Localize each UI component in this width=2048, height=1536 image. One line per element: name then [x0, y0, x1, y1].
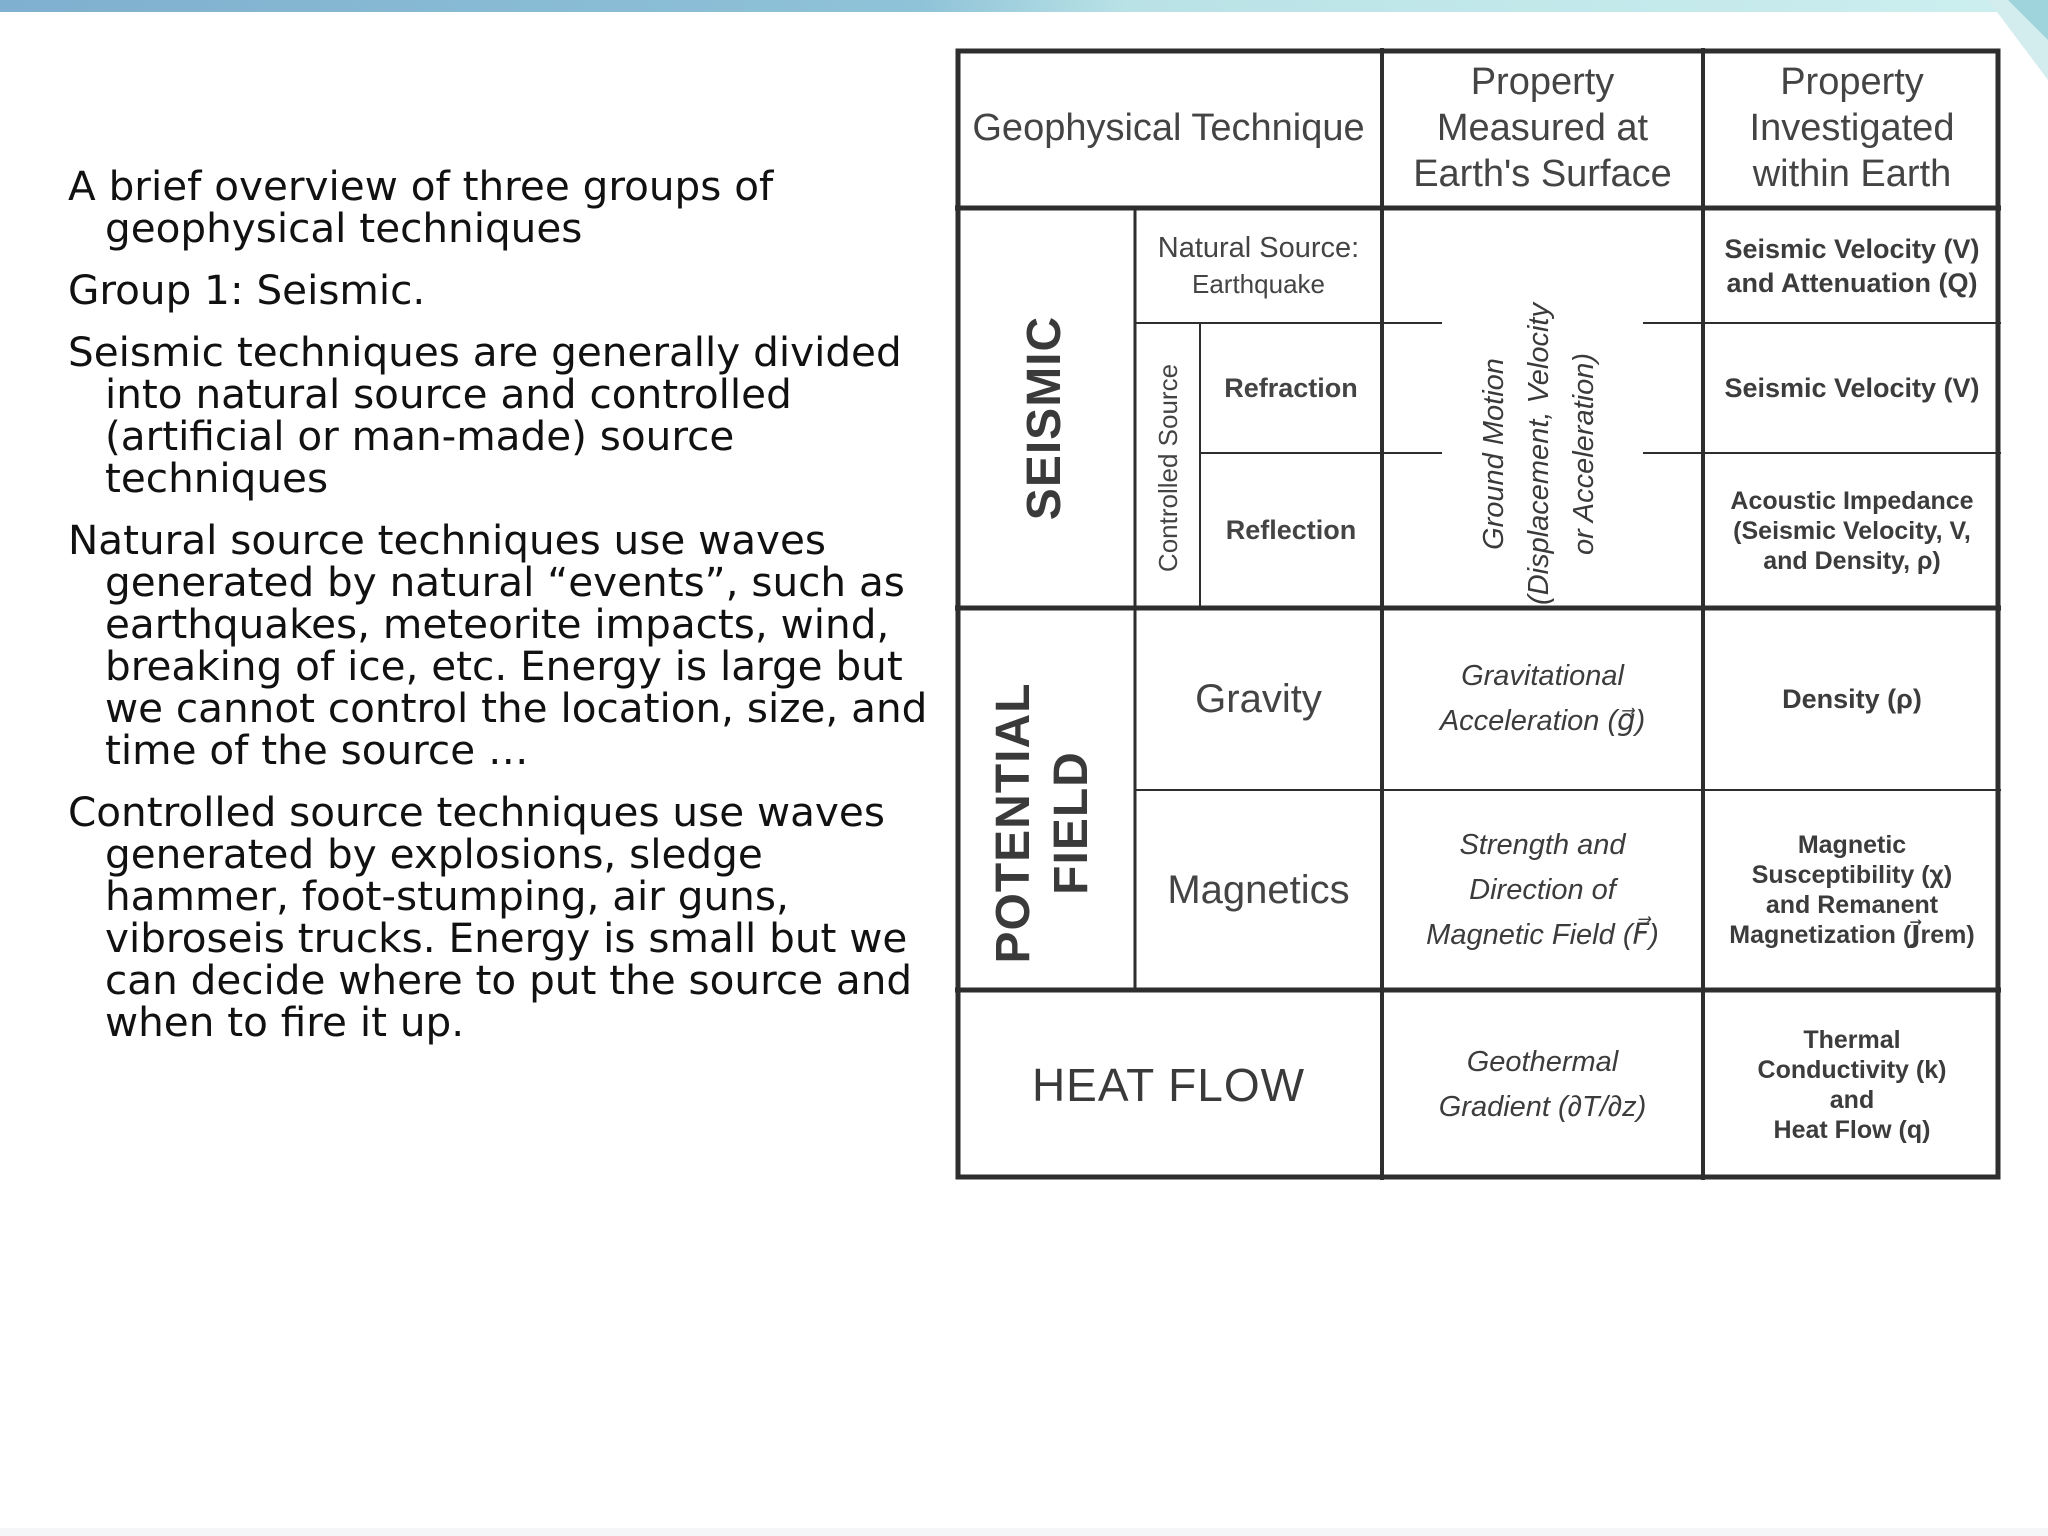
seismic-division-paragraph: Seismic techniques are generally divided into natural source and controlled (artificial or man-made) source techniques [68, 328, 902, 502]
ground-motion-line-1: Ground Motion [1478, 358, 1510, 550]
mag-inv-line-3: and Remanent [1765, 891, 1939, 919]
geophysical-techniques-table [955, 48, 2001, 1180]
header-measured: Property Measured at Earth's Surface [1413, 61, 1672, 195]
inv-refraction-cell: Seismic Velocity (V) [1724, 373, 1980, 403]
gravity-investigated-cell: Density (ρ) [1782, 684, 1922, 714]
heat-inv-line-3: and [1829, 1086, 1875, 1114]
slide-body-text [68, 162, 958, 1063]
inv-reflection-cell [1703, 453, 2001, 608]
refraction-label: Refraction [1224, 372, 1358, 403]
intro-paragraph: A brief overview of three groups of geophysical techniques [68, 162, 774, 252]
heat-inv-line-1: Thermal [1803, 1026, 1901, 1054]
seismic-group-label: SEISMIC [1018, 315, 1071, 521]
heat-inv-line-2: Conductivity (k) [1757, 1056, 1947, 1084]
potential-field-group-label [985, 613, 1105, 1033]
mag-measured-line-1: Strength and [1459, 828, 1626, 861]
gravity-label: Gravity [1195, 676, 1322, 721]
mag-inv-line-4: Magnetization (J⃗rem) [1729, 921, 1975, 949]
ground-motion-line-2: (Displacement, Velocity [1523, 303, 1555, 605]
header-technique: Geophysical Technique [972, 107, 1365, 149]
heat-measured-cell [1382, 990, 1703, 1180]
magnetics-measured-cell [1382, 790, 1703, 990]
natural-source-cell [1135, 208, 1382, 323]
bottom-band [0, 1528, 2048, 1536]
mag-inv-line-1: Magnetic [1797, 831, 1907, 859]
heat-inv-line-4: Heat Flow (q) [1773, 1116, 1931, 1144]
mag-measured-line-2: Direction of [1469, 873, 1616, 906]
reflection-label: Reflection [1225, 515, 1357, 545]
inv-natural-line-2: and Attenuation (Q) [1726, 267, 1978, 298]
inv-reflection-line-3: and Density, ρ) [1763, 546, 1941, 575]
inv-natural-cell [1703, 208, 2001, 323]
earthquake-label: Earthquake [1192, 268, 1325, 299]
header-investigated: Property Investigated within Earth [1749, 61, 1955, 195]
magnetics-investigated-cell [1703, 790, 2001, 990]
inv-natural-line-1: Seismic Velocity (V) [1724, 233, 1980, 264]
gravity-measured-cell [1382, 608, 1703, 790]
ground-motion-line-3: or Acceleration) [1568, 353, 1600, 556]
heat-investigated-cell [1703, 990, 2001, 1180]
group-heading: Group 1: Seismic. [68, 266, 426, 314]
natural-source-label: Natural Source: [1157, 231, 1360, 264]
ground-motion-label [1472, 274, 1612, 634]
mag-inv-line-2: Susceptibility (χ) [1751, 861, 1953, 889]
inv-reflection-line-1: Acoustic Impedance [1730, 486, 1974, 515]
heat-flow-label: HEAT FLOW [1031, 1059, 1306, 1111]
heat-measured-line-2: Gradient (∂T/∂z) [1438, 1091, 1647, 1123]
top-decorative-band [0, 0, 2048, 12]
potential-label: POTENTIAL [987, 682, 1040, 964]
inv-reflection-line-2: (Seismic Velocity, V, [1733, 516, 1971, 545]
field-label: FIELD [1045, 751, 1098, 895]
natural-source-paragraph: Natural source techniques use waves generated by natural “events”, such as earthquakes, meteorite impacts, wind, breaking of ice, etc. Energy is large but we cannot control the location, size, and time of the source … [68, 516, 928, 774]
gravity-measured-line-1: Gravitational [1461, 660, 1624, 692]
controlled-source-label: Controlled Source [1153, 363, 1183, 573]
controlled-source-paragraph: Controlled source techniques use waves generated by explosions, sledge hammer, foot-stumping, air guns, vibroseis trucks. Energy is small but we can decide where to put the source and when to fire it up. [68, 788, 913, 1046]
mag-measured-line-3: Magnetic Field (F⃗) [1426, 918, 1659, 951]
gravity-measured-line-2: Acceleration (g⃗) [1439, 705, 1646, 737]
magnetics-label: Magnetics [1167, 867, 1350, 912]
heat-measured-line-1: Geothermal [1466, 1046, 1619, 1078]
